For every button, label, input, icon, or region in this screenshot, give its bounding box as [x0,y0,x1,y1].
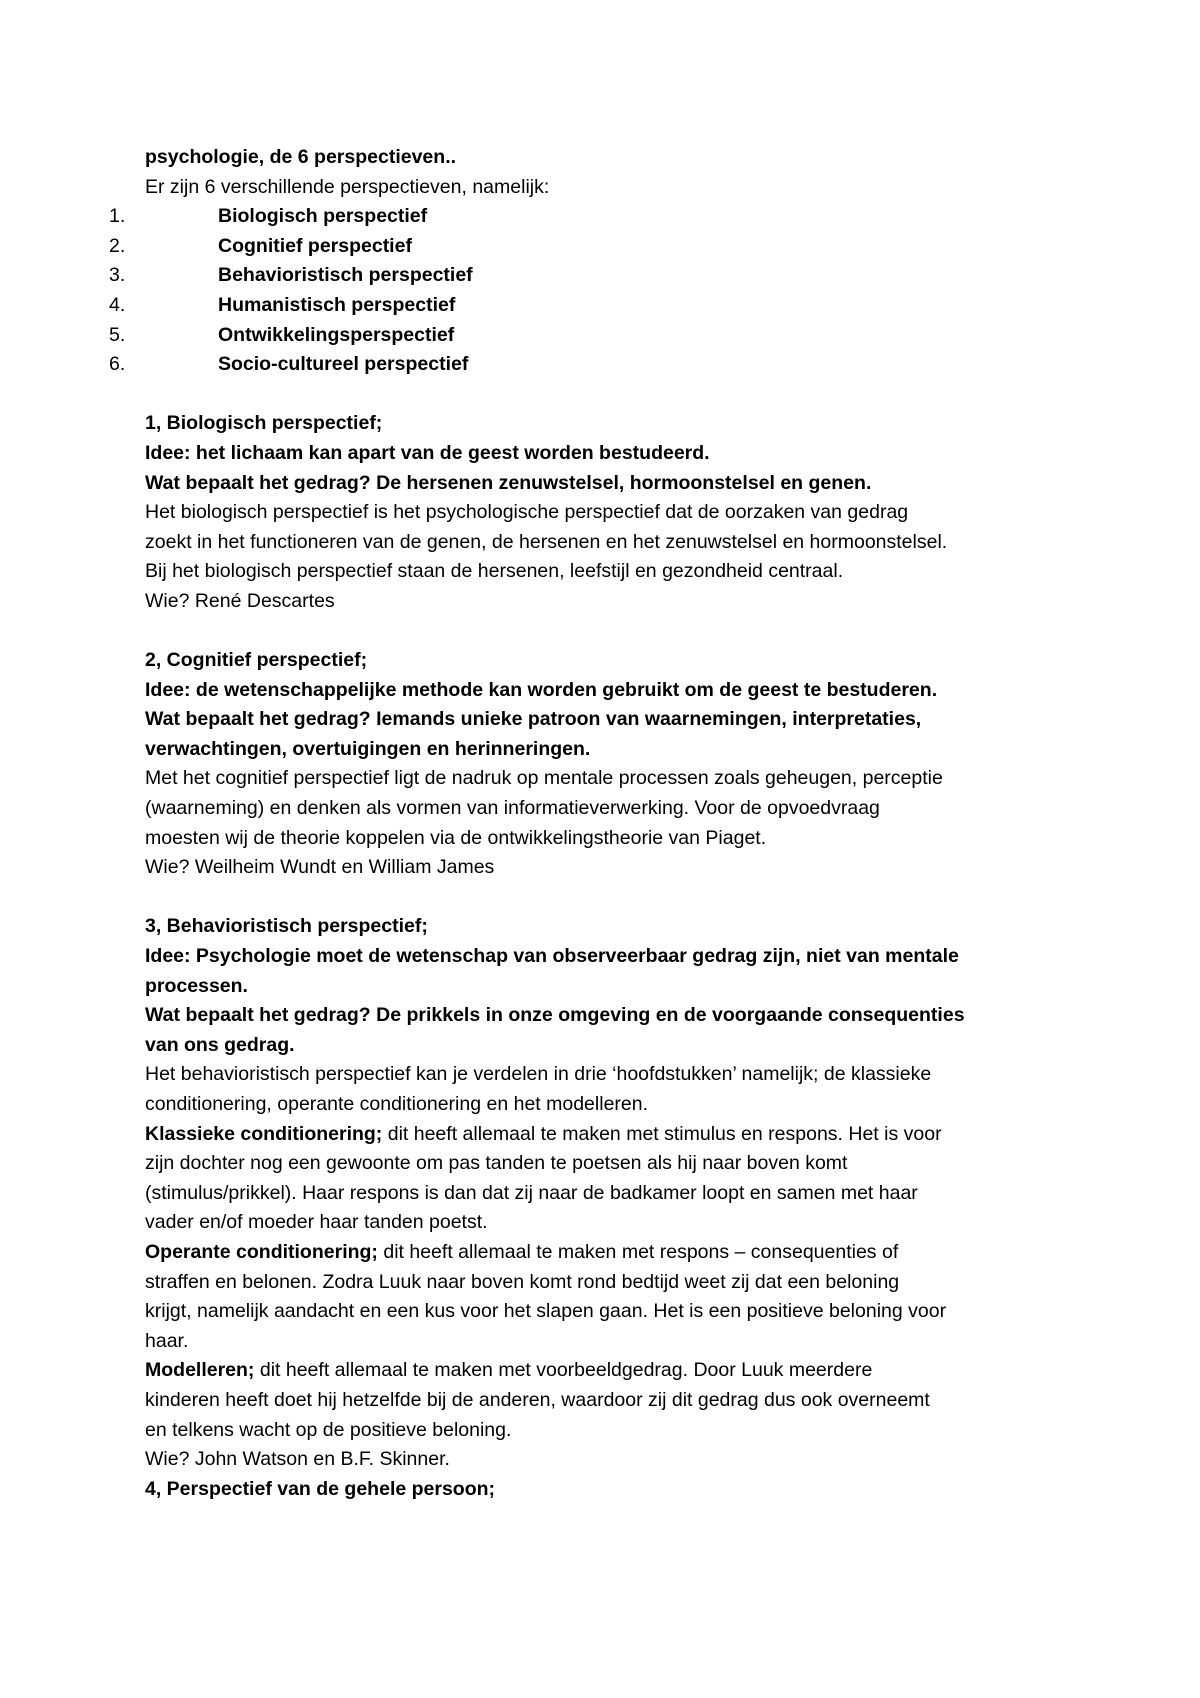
modelleren-label: Modelleren; [145,1359,255,1382]
section-behavioristisch [145,912,1075,1474]
section-paragraph-line: straffen en belonen. Zodra Luuk naar boven komt rond bedtijd weet zij dat een beloning [145,1270,900,1293]
document-body [109,143,1075,1504]
section-paragraph-line: zoekt in het functioneren van de genen, de hersenen en het zenuwstelsel en hormoonstelsel. [145,530,948,553]
list-number: 5. [109,323,126,346]
list-number: 3. [109,264,126,287]
spacer [145,617,1075,647]
perspective-list [109,202,1075,380]
list-number: 4. [109,293,126,316]
operante-text: dit heeft allemaal te maken met respons – consequenties of [377,1240,899,1263]
section-who: Wie? Weilheim Wundt en William James [145,856,495,879]
section-paragraph-line: krijgt, namelijk aandacht en een kus voor het slapen gaan. Het is een positieve beloning voor [145,1300,947,1323]
section-heading: 4, Perspectief van de gehele persoon; [145,1477,496,1500]
list-label: Biologisch perspectief [218,205,428,228]
section-gehele-persoon [145,1475,1075,1505]
klassieke-text: dit heeft allemaal te maken met stimulus en respons. Het is voor [382,1122,942,1145]
section-paragraph-line: conditionering, operante conditionering en het modelleren. [145,1093,649,1115]
list-item [109,291,1075,321]
spacer [145,380,1075,410]
section-paragraph-line: Met het cognitief perspectief ligt de nadruk op mentale processen zoals geheugen, perceptie [145,767,943,790]
spacer [145,883,1075,913]
klassieke-line [145,1120,1075,1150]
section-heading: 1, Biologisch perspectief; [145,412,383,435]
operante-label: Operante conditionering; [145,1240,378,1263]
section-paragraph-line: (stimulus/prikkel). Haar respons is dan dat zij naar de badkamer loopt en samen met haar [145,1181,918,1204]
section-cognitief [145,646,1075,883]
section-who: Wie? John Watson en B.F. Skinner. [145,1448,450,1471]
list-label: Ontwikkelingsperspectief [218,323,455,346]
list-number: 1. [109,205,126,228]
section-behavior: verwachtingen, overtuigingen en herinneringen. [145,737,591,760]
list-label: Humanistisch perspectief [218,293,456,316]
section-paragraph-line: zijn dochter nog een gewoonte om pas tanden te poetsen als hij naar boven komt [145,1152,848,1175]
list-number: 6. [109,353,126,376]
list-label: Cognitief perspectief [218,234,412,257]
section-paragraph-line: Het behavioristisch perspectief kan je verdelen in drie ‘hoofdstukken’ namelijk; de klassieke [145,1063,932,1086]
section-behavior: Wat bepaalt het gedrag? De hersenen zenuwstelsel, hormoonstelsel en genen. [145,471,872,494]
modelleren-text: dit heeft allemaal te maken met voorbeeldgedrag. Door Luuk meerdere [254,1359,873,1382]
section-paragraph-line: en telkens wacht op de positieve beloning. [145,1418,512,1441]
section-paragraph-line: Bij het biologisch perspectief staan de hersenen, leefstijl en gezondheid centraal. [145,560,844,583]
section-idea: Idee: het lichaam kan apart van de geest worden bestudeerd. [145,441,710,464]
section-paragraph-line: moesten wij de theorie koppelen via de ontwikkelingstheorie van Piaget. [145,826,767,849]
section-who: Wie? René Descartes [145,589,335,612]
list-label: Behavioristisch perspectief [218,264,473,287]
list-item [109,321,1075,351]
section-biologisch [145,409,1075,616]
intro-text: Er zijn 6 verschillende perspectieven, namelijk: [145,175,550,198]
modelleren-line [145,1356,1075,1386]
section-idea: processen. [145,974,248,997]
operante-line [145,1238,1075,1268]
section-paragraph-line: haar. [145,1329,189,1352]
section-heading: 3, Behavioristisch perspectief; [145,915,428,938]
list-item [109,350,1075,380]
section-idea: Idee: Psychologie moet de wetenschap van observeerbaar gedrag zijn, niet van mentale [145,945,959,968]
list-item [109,202,1075,232]
list-item [109,261,1075,291]
section-paragraph-line: Het biologisch perspectief is het psychologische perspectief dat de oorzaken van gedrag [145,501,909,524]
list-number: 2. [109,234,126,257]
list-label: Socio-cultureel perspectief [218,353,469,376]
section-heading: 2, Cognitief perspectief; [145,649,368,672]
section-paragraph-line: kinderen heeft doet hij hetzelfde bij de anderen, waardoor zij dit gedrag dus ook overneemt [145,1388,930,1411]
list-item [109,232,1075,262]
section-behavior: van ons gedrag. [145,1033,295,1056]
section-behavior: Wat bepaalt het gedrag? Iemands unieke patroon van waarnemingen, interpretaties, [145,708,922,731]
section-behavior: Wat bepaalt het gedrag? De prikkels in onze omgeving en de voorgaande consequenties [145,1004,965,1027]
section-idea: Idee: de wetenschappelijke methode kan worden gebruikt om de geest te bestuderen. [145,678,938,701]
section-paragraph-line: vader en/of moeder haar tanden poetst. [145,1211,488,1234]
document-title: psychologie, de 6 perspectieven.. [145,146,457,168]
klassieke-label: Klassieke conditionering; [145,1122,383,1145]
section-paragraph-line: (waarneming) en denken als vormen van informatieverwerking. Voor de opvoedvraag [145,797,880,820]
